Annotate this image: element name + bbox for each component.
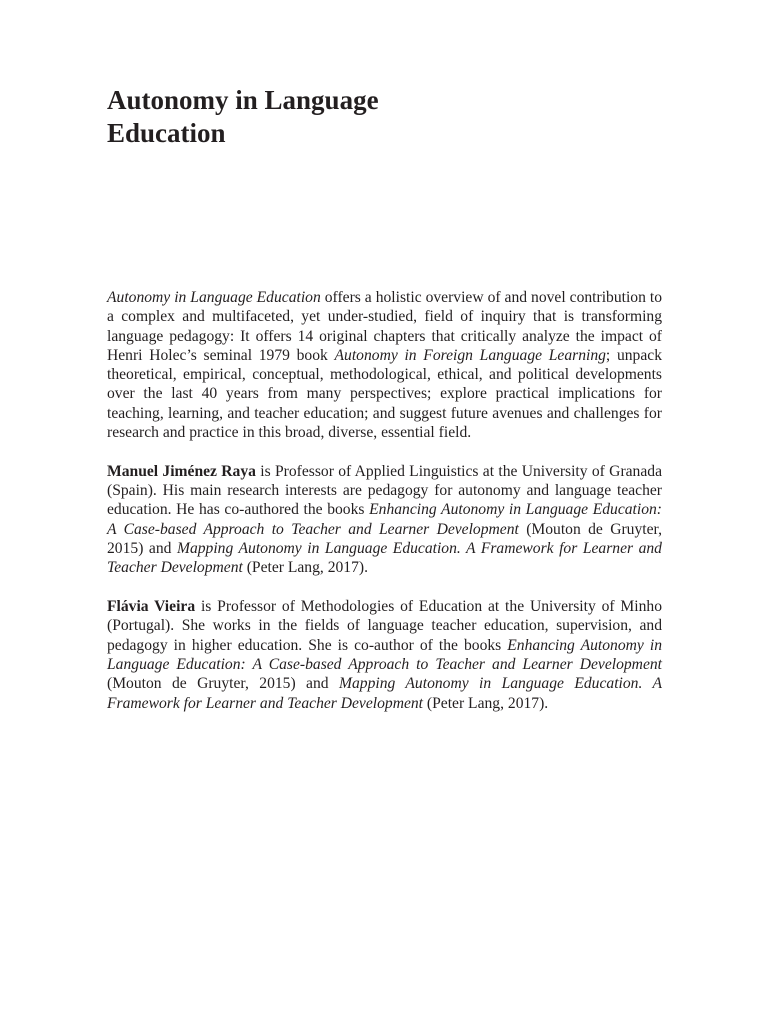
holec-book-ref: Autonomy in Foreign Language Learning bbox=[334, 346, 606, 364]
vieira-bio-text-1: is Professor of Methodologies of Education at the University of Minho (Portugal). She works in the fields of language teacher education, supervision, and pedagogy in higher education. She is co-author of the books bbox=[107, 598, 663, 654]
author-name-raya: Manuel Jiménez Raya bbox=[107, 462, 256, 480]
page-title bbox=[107, 84, 667, 150]
raya-bio-text-1: is Professor of Applied Linguistics at the University of Granada (Spain). His main research interests are pedagogy for autonomy and language teacher education. He has co-authored the books bbox=[107, 462, 662, 519]
description-text-1: offers a holistic overview of and novel contribution to a complex and multifaceted, yet under-studied, field of inquiry that is transforming language pedagogy: It offers 14 original chapters that critically analyze the impact of Henri Holec’s seminal 1979 book bbox=[107, 289, 662, 364]
author-name-vieira: Flávia Vieira bbox=[107, 598, 196, 616]
raya-book-2: Mapping Autonomy in Language Education. A Framework for Learner and Teacher Development bbox=[107, 540, 662, 577]
author-bio-raya bbox=[107, 462, 662, 578]
vieira-book-2: Mapping Autonomy in Language Education. A Framework for Learner and Teacher Development bbox=[107, 675, 662, 712]
title-line-1: Autonomy in Language bbox=[107, 85, 379, 115]
body-text bbox=[107, 288, 662, 713]
raya-book-1: Enhancing Autonomy in Language Education: A Case-based Approach to Teacher and Learner Development bbox=[107, 501, 662, 538]
description-text-2: ; unpack theoretical, empirical, conceptual, methodological, ethical, and political developments over the last 40 years from many perspectives; explore practical implications for teaching, learning, and teacher education; and suggest future avenues and challenges for research and practice in this broad, diverse, essential field. bbox=[107, 346, 662, 442]
raya-bio-text-2: (Mouton de Gruyter, 2015) and bbox=[107, 520, 662, 558]
book-description-paragraph bbox=[107, 288, 662, 442]
book-title-ref: Autonomy in Language Education bbox=[107, 289, 321, 306]
vieira-book-1: Enhancing Autonomy in Language Education: A Case-based Approach to Teacher and Learner Development bbox=[107, 636, 662, 674]
title-line-2: Education bbox=[107, 118, 226, 148]
author-bio-vieira bbox=[107, 597, 662, 713]
vieira-bio-text-2: (Mouton de Gruyter, 2015) and bbox=[107, 675, 339, 693]
vieira-bio-text-3: (Peter Lang, 2017). bbox=[423, 694, 549, 712]
raya-bio-text-3: (Peter Lang, 2017). bbox=[242, 559, 368, 577]
